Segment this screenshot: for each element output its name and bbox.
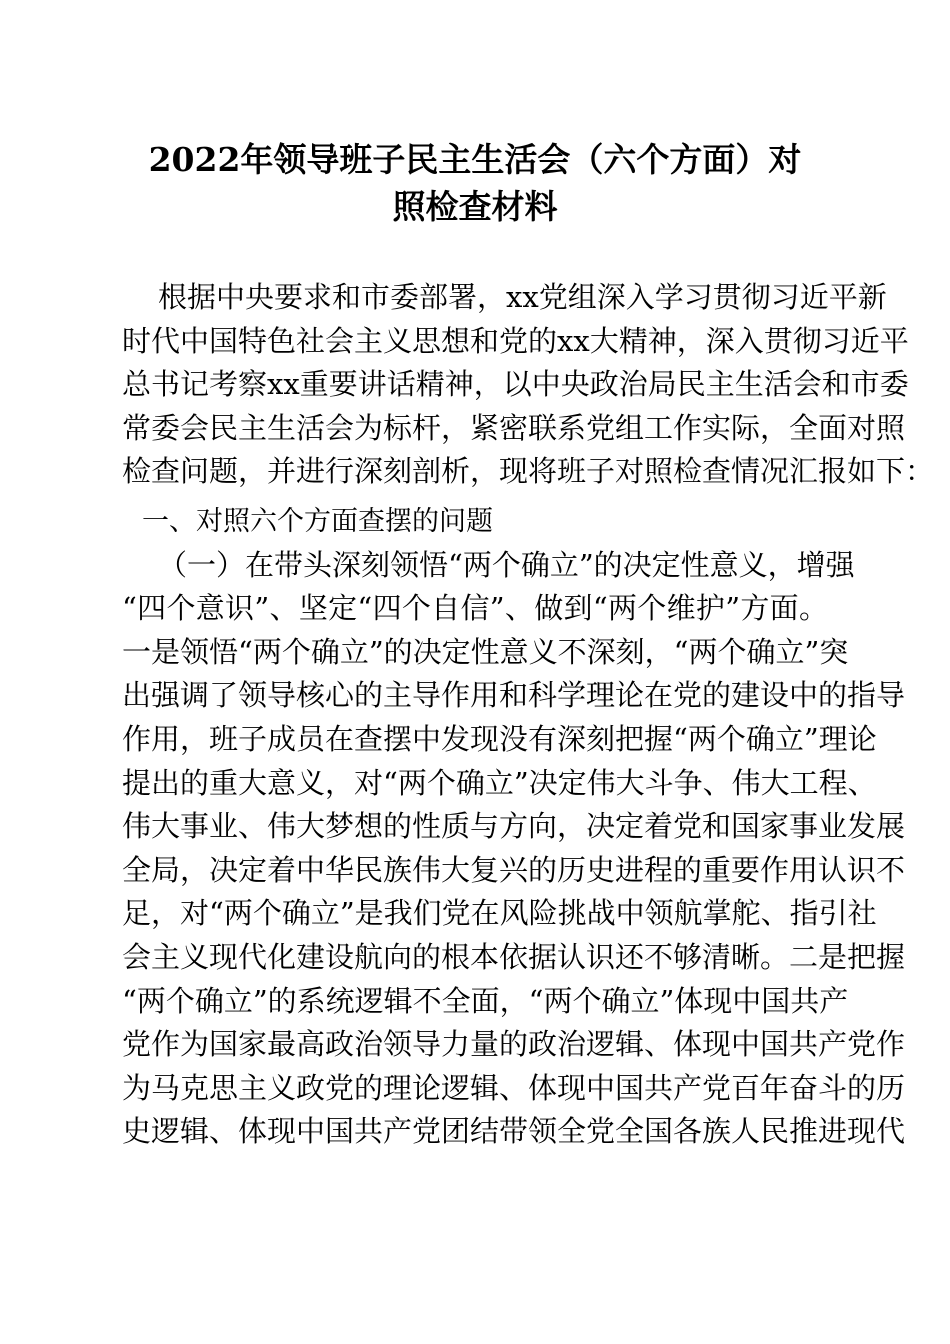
text-line: 党作为国家最高政治领导力量的政治逻辑、体现中国共产党作 [122,1027,906,1062]
text-line: 为马克思主义政党的理论逻辑、体现中国共产党百年奋斗的历 [122,1070,906,1105]
text-line: 伟大事业、伟大梦想的性质与方向，决定着党和国家事业发展 [122,809,906,844]
text-line: 出强调了领导核心的主导作用和科学理论在党的建设中的指导 [122,678,906,713]
text-line: 总书记考察xx重要讲话精神，以中央政治局民主生活会和市委 [122,367,909,402]
text-line: 时代中国特色社会主义思想和党的xx大精神，深入贯彻习近平 [122,323,909,358]
document-body [122,276,935,1154]
section-paragraph [122,544,906,1154]
text-line: 一是领悟“两个确立”的决定性意义不深刻，“两个确立”突 [122,634,849,669]
intro-paragraph [122,276,935,494]
text-line: 会主义现代化建设航向的根本依据认识还不够清晰。二是把握 [122,939,906,974]
text-line: 根据中央要求和市委部署，xx党组深入学习贯彻习近平新 [158,280,887,314]
text-line: 提出的重大意义，对“两个确立”决定伟大斗争、伟大工程、 [122,765,877,800]
text-line: 检查问题，并进行深刻剖析，现将班子对照检查情况汇报如下： [122,454,935,489]
title-line: 2022年领导班子民主生活会（六个方面）对 [148,140,802,179]
text-line: “两个确立”的系统逻辑不全面，“两个确立”体现中国共产 [122,983,849,1018]
text-line: 常委会民主生活会为标杆，紧密联系党组工作实际，全面对照 [122,410,906,445]
text-line: 足，对“两个确立”是我们党在风险挑战中领航掌舵、指引社 [122,896,877,931]
title-line: 照检查材料 [392,187,558,226]
subsection-heading-line: （一）在带头深刻领悟“两个确立”的决定性意义，增强 [158,547,855,582]
text-line: 全局，决定着中华民族伟大复兴的历史进程的重要作用认识不 [122,852,906,887]
text-line: 史逻辑、体现中国共产党团结带领全党全国各族人民推进现代 [122,1114,906,1149]
text-line: “四个意识”、坚定“四个自信”、做到“两个维护”方面。 [122,591,828,626]
section-heading: 一、对照六个方面查摆的问题 [142,505,493,537]
document-title [100,136,850,230]
text-line: 作用，班子成员在查摆中发现没有深刻把握“两个确立”理论 [122,721,877,756]
